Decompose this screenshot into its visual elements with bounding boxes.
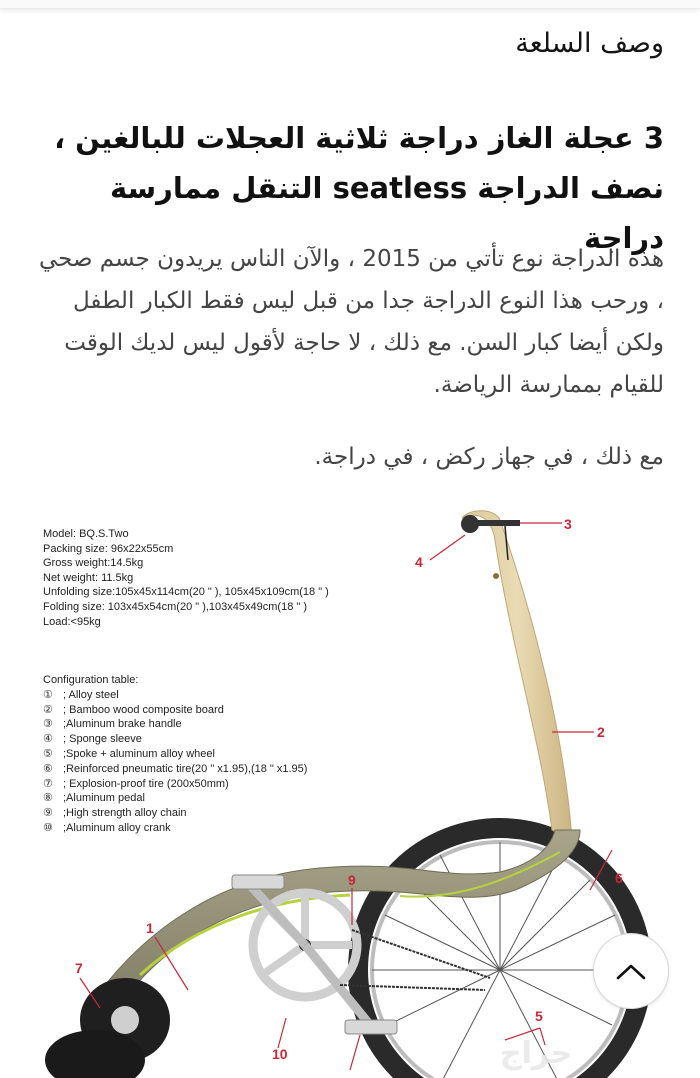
watermark-logo: حراج xyxy=(500,1036,573,1071)
configuration-table xyxy=(43,673,307,836)
callout-5: 5 xyxy=(535,1008,543,1024)
callout-6: 6 xyxy=(615,870,623,886)
config-row: ① ; Alloy steel xyxy=(43,688,119,701)
callout-9: 9 xyxy=(348,872,356,888)
callout-10: 10 xyxy=(272,1046,288,1062)
spec-list xyxy=(43,527,329,629)
callout-4: 4 xyxy=(415,554,423,570)
config-row: ③ ;Aluminum brake handle xyxy=(43,718,182,731)
config-row: ④ ; Sponge sleeve xyxy=(43,733,142,746)
spec-gross-weight: Gross weight:14.5kg xyxy=(43,557,144,570)
spec-model: Model: BQ.S.Two xyxy=(43,528,129,540)
callout-2: 2 xyxy=(597,724,605,740)
product-title: 3 عجلة الغاز دراجة ثلاثية العجلات للبالغين ، نصف الدراجة seatless التنقل ممارسة دراجة xyxy=(54,121,664,255)
chevron-up-icon xyxy=(615,961,647,981)
callout-1: 1 xyxy=(146,920,154,936)
config-row: ⑩ ;Aluminum alloy crank xyxy=(43,821,171,834)
callout-7: 7 xyxy=(75,960,83,976)
config-row: ⑦ ; Explosion-proof tire (200x50mm) xyxy=(43,777,229,790)
header-divider xyxy=(0,0,700,9)
config-row: ② ; Bamboo wood composite board xyxy=(43,703,224,716)
product-image[interactable] xyxy=(0,500,700,1078)
spec-load: Load:<95kg xyxy=(43,615,101,628)
spec-folding-size: Folding size: 103x45x54cm(20 " ),103x45x49cm(18 " ) xyxy=(43,600,307,613)
callout-3: 3 xyxy=(564,516,572,532)
spec-net-weight: Net weight: 11.5kg xyxy=(43,571,134,584)
configuration-title: Configuration table: xyxy=(43,674,139,686)
description-paragraph: هذه الدراجة نوع تأتي من 2015 ، والآن الناس يريدون جسم صحي ، ورحب هذا النوع الدراجة جدا من قبل ليس فقط الكبار الطفل ولكن أيضا كبار السن. مع ذلك ، لا حاجة لأقول ليس لديك الوقت للقيام بممارسة الرياضة. xyxy=(38,246,664,398)
scroll-to-top-button[interactable] xyxy=(593,933,669,1009)
spec-packing-size: Packing size: 96x22x55cm xyxy=(43,542,174,555)
config-row: ⑧ ;Aluminum pedal xyxy=(43,792,145,805)
description-paragraph: مع ذلك ، في جهاز ركض ، في دراجة. xyxy=(314,444,664,470)
section-title: وصف السلعة xyxy=(515,28,664,59)
config-row: ⑥ ;Reinforced pneumatic tire(20 " x1.95),(18 " x1.95) xyxy=(43,762,308,775)
spec-unfolding-size: Unfolding size:105x45x114cm(20 " ), 105x45x109cm(18 " ) xyxy=(43,586,329,599)
config-row: ⑤ ;Spoke + aluminum alloy wheel xyxy=(43,747,215,760)
product-description xyxy=(36,238,664,478)
config-row: ⑨ ;High strength alloy chain xyxy=(43,807,187,820)
